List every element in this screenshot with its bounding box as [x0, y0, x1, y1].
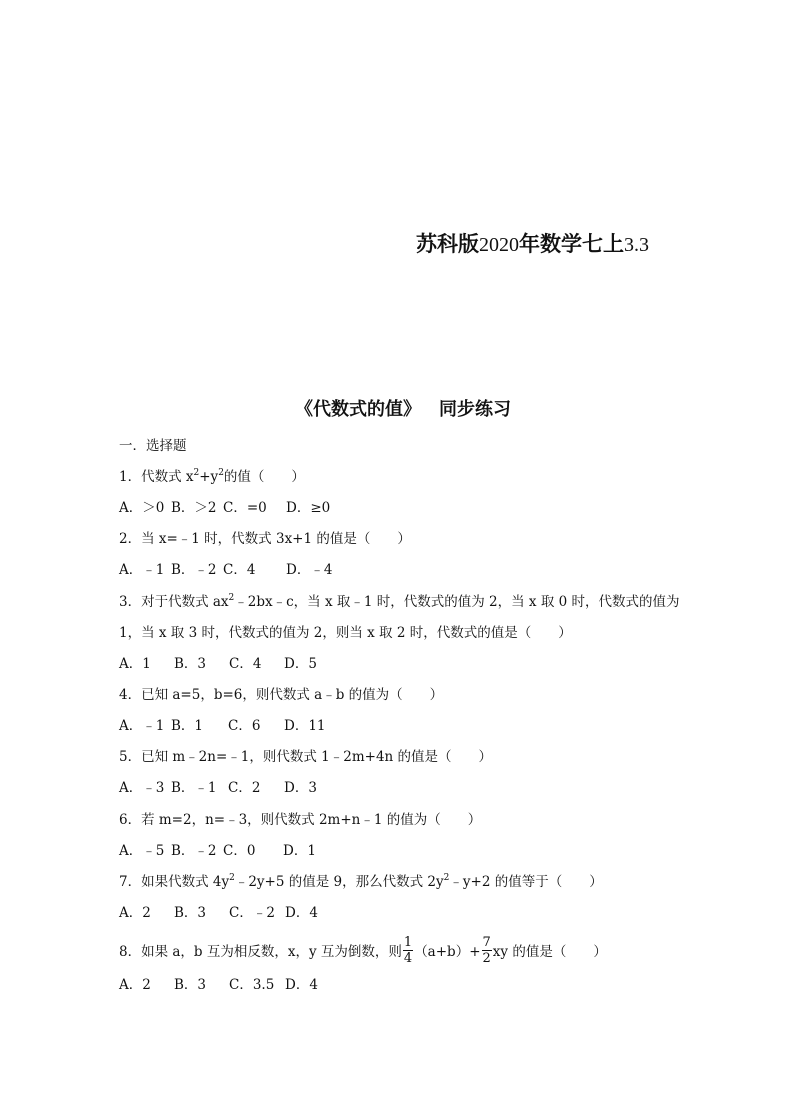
option-a: A．﹣1 — [119, 562, 165, 578]
option-a: A．﹣1 — [119, 718, 165, 734]
question-3: 3．对于代数式 $ax^2﹣2bx﹣c$，当 x 取﹣1 时，代数式的值为 2，当 x 取 0 时，代数式的值为 — [119, 593, 680, 610]
option-d: D．5 — [284, 656, 317, 672]
subtitle-sub: 同步练习 — [439, 399, 511, 420]
option-d: D．1 — [283, 843, 316, 859]
option-c: C．4 — [229, 656, 262, 672]
option-b: B．1 — [171, 718, 204, 734]
option-c: C．2 — [228, 780, 261, 796]
option-b: B．﹣2 — [171, 843, 217, 859]
option-a: A．1 — [119, 656, 151, 672]
title-section: 3.3 — [624, 234, 649, 256]
option-d: D．3 — [284, 780, 317, 796]
question-2-options — [119, 560, 332, 580]
option-d: D．≥0 — [286, 500, 331, 516]
document-title — [416, 228, 649, 258]
option-a: A．2 — [119, 905, 151, 921]
question-4-options — [119, 716, 326, 736]
title-mid: 年数学七上 — [519, 231, 624, 256]
option-b: B．3 — [174, 977, 207, 993]
option-a: A．＞0 — [119, 500, 165, 516]
option-a: A．2 — [119, 977, 151, 993]
document-subtitle — [0, 395, 790, 421]
question-8-options — [119, 975, 318, 995]
question-4: 4．已知 a=5，b=6，则代数式 a﹣b 的值为（ ） — [119, 687, 444, 703]
option-b: B．﹣2 — [171, 562, 217, 578]
option-c: C．4 — [223, 562, 256, 578]
question-7-options — [119, 903, 318, 923]
title-year: 2020 — [479, 234, 519, 256]
title-prefix: 苏科版 — [416, 231, 479, 256]
option-c: C．6 — [228, 718, 261, 734]
subtitle-main: 《代数式的值》 — [295, 399, 421, 420]
option-a: A．﹣5 — [119, 843, 165, 859]
fraction-seven-halves: $\frac{7}{2}$ — [482, 935, 491, 966]
option-d: D．﹣4 — [286, 562, 333, 578]
question-5: 5．已知 m﹣2n=﹣1，则代数式 1﹣2m+4n 的值是（ ） — [119, 749, 493, 765]
option-c: C．3.5 — [229, 977, 275, 993]
fraction-one-quarter: $\frac{1}{4}$ — [403, 935, 413, 966]
question-3-line-2: 1，当 x 取 3 时，代数式的值为 2，则当 x 取 2 时，代数式的值是（ ） — [119, 625, 572, 641]
option-b: B．3 — [174, 656, 207, 672]
option-b: B．＞2 — [171, 500, 217, 516]
option-d: D．11 — [284, 718, 326, 734]
question-8: 8．如果 a，b 互为相反数，x，y 互为倒数，则 $\frac{1}{4}$ （a+b）+ $\frac{7}{2}$ xy 的值是（ ） — [119, 935, 607, 966]
question-5-options — [119, 778, 317, 798]
question-7: 7．如果代数式 $4y^2﹣2y+5$ 的值是 9，那么代数式 $2y^2﹣y+2$ 的值等于（ ） — [119, 873, 603, 890]
option-c: C．0 — [223, 843, 256, 859]
option-c: C．﹣2 — [229, 905, 275, 921]
question-6: 6．若 m=2，n=﹣3，则代数式 2m+n﹣1 的值为（ ） — [119, 812, 482, 828]
option-b: B．3 — [174, 905, 207, 921]
question-6-options — [119, 841, 316, 861]
option-d: D．4 — [285, 905, 318, 921]
option-a: A．﹣3 — [119, 780, 165, 796]
section-heading: 一．选择题 — [119, 438, 187, 454]
question-1-options — [119, 498, 330, 518]
option-c: C．=0 — [223, 500, 267, 516]
option-b: B．﹣1 — [171, 780, 217, 796]
question-1: 1．代数式 $x^2+y^2$的值（ ） — [119, 468, 305, 485]
question-2: 2．当 x=﹣1 时，代数式 3x+1 的值是（ ） — [119, 531, 411, 547]
option-d: D．4 — [285, 977, 318, 993]
question-3-options — [119, 654, 317, 674]
